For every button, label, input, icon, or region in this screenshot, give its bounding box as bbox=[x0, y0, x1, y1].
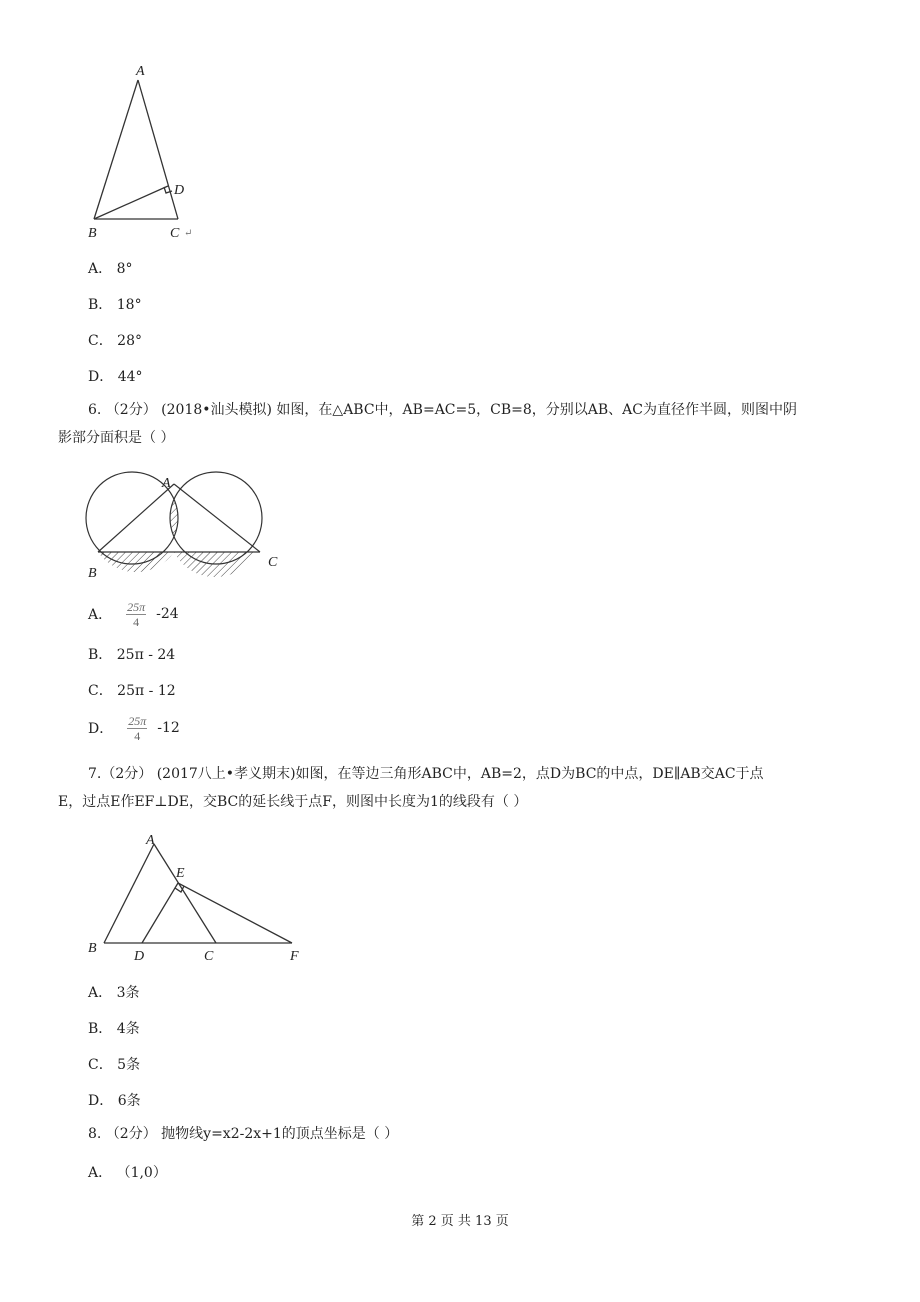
fraction: $\frac{25\pi}{4}$ bbox=[128, 713, 147, 743]
label-a: A bbox=[136, 64, 145, 79]
label-e: E bbox=[176, 866, 185, 881]
q8-option-a: A． （1,0） bbox=[88, 1165, 167, 1181]
q6-option-b: B． 25π - 24 bbox=[88, 647, 176, 663]
q7-option-a: A． 3条 bbox=[88, 985, 140, 1001]
label-c: C bbox=[170, 226, 180, 241]
q7-stem bbox=[58, 760, 878, 816]
fraction: $\frac{25\pi}{4}$ bbox=[127, 599, 146, 629]
q8-stem bbox=[88, 1120, 868, 1148]
label-b: B bbox=[88, 566, 97, 581]
figure-equilateral bbox=[80, 830, 315, 965]
label-b: B bbox=[88, 941, 97, 956]
label-b: B bbox=[88, 226, 97, 241]
q5-option-c: C． 28° bbox=[88, 333, 142, 349]
figure-semicircles bbox=[80, 470, 290, 585]
q6-line-1: 6. （2分） (2018•汕头模拟) 如图，在△ABC中，AB=AC=5，CB=8，分别以AB、AC为直径作半圆，则图中阴 bbox=[88, 402, 798, 418]
label-c: C bbox=[268, 555, 278, 570]
figure-triangle-abd bbox=[80, 60, 220, 245]
page-footer: 第 2 页 共 13 页 bbox=[411, 1214, 509, 1229]
label-f: F bbox=[290, 949, 299, 964]
q6-option-c: C． 25π - 12 bbox=[88, 683, 176, 699]
q7-option-c: C． 5条 bbox=[88, 1057, 141, 1073]
label-a: A bbox=[146, 833, 155, 848]
q7-line-1: 7.（2分） (2017八上•孝义期末)如图，在等边三角形ABC中，AB=2，点D为BC的中点，DE∥AB交AC于点 bbox=[88, 766, 764, 782]
return-mark-icon: ↵ bbox=[184, 228, 193, 239]
q6-stem bbox=[58, 396, 868, 452]
q5-option-d: D． 44° bbox=[88, 369, 143, 385]
q6-line-2: 影部分面积是（ ） bbox=[58, 430, 175, 446]
q7-option-d: D． 6条 bbox=[88, 1093, 141, 1109]
label-d: D bbox=[134, 949, 145, 964]
q6-option-a: A． $\frac{25\pi}{4}$ -24 bbox=[88, 599, 179, 629]
label-d: D bbox=[174, 183, 185, 198]
q5-option-a: A． 8° bbox=[88, 261, 133, 277]
q7-option-b: B． 4条 bbox=[88, 1021, 140, 1037]
q7-line-2: E，过点E作EF⊥DE，交BC的延长线于点F，则图中长度为1的线段有（ ） bbox=[58, 794, 528, 810]
q5-option-b: B． 18° bbox=[88, 297, 142, 313]
label-c: C bbox=[204, 949, 214, 964]
q8-line-1: 8. （2分） 抛物线y=x2-2x+1的顶点坐标是（ ） bbox=[88, 1126, 399, 1142]
q6-option-d: D． $\frac{25\pi}{4}$ -12 bbox=[88, 713, 180, 743]
label-a: A bbox=[162, 476, 171, 491]
